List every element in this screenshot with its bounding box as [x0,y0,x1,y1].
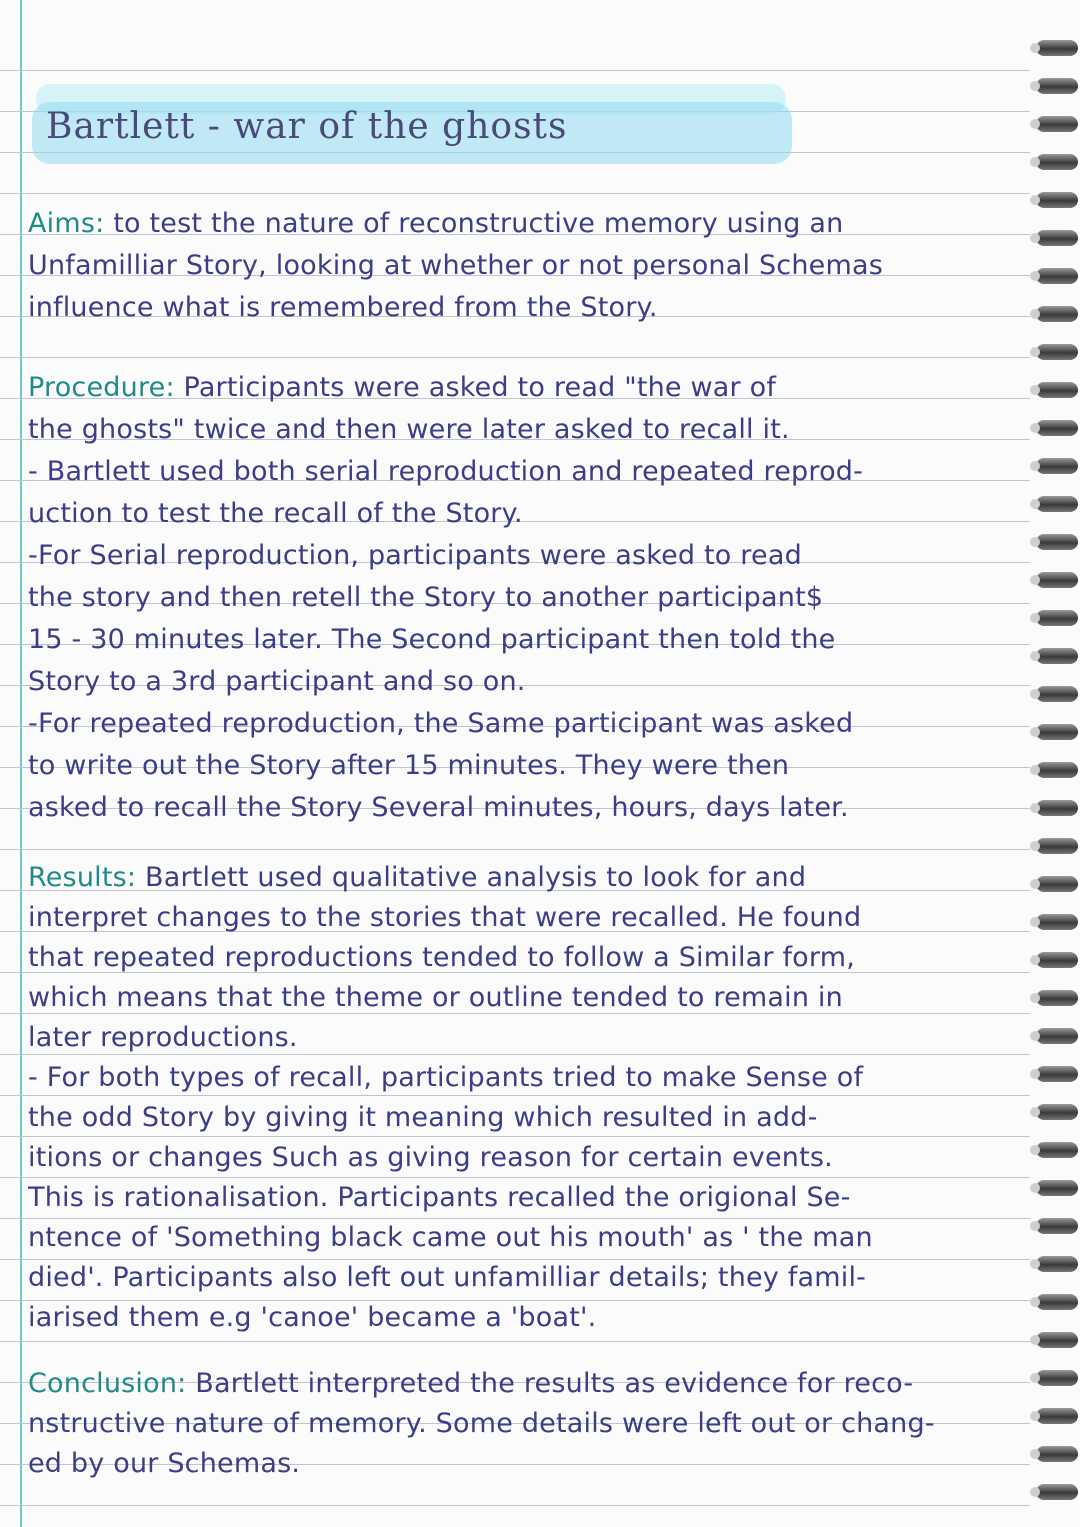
ruled-line [0,849,1030,850]
spiral-ring [1036,154,1078,170]
ruled-line [0,1095,1030,1096]
punch-hole [1030,841,1040,851]
punch-hole [1030,309,1040,319]
procedure-line-6: the story and then retell the Story to another participant$ [28,582,824,613]
punch-hole [1030,537,1040,547]
ruled-line [0,1341,1030,1342]
ruled-line [0,357,1030,358]
aims-line-2: Unfamilliar Story, looking at whether or not personal Schemas [28,250,883,281]
procedure-line-11: asked to recall the Story Several minutes, hours, days later. [28,792,849,823]
punch-hole [1030,1183,1040,1193]
aims-heading: Aims: [28,208,105,239]
punch-hole [1030,461,1040,471]
punch-hole [1030,651,1040,661]
results-line-5: later reproductions. [28,1022,298,1053]
punch-hole [1030,423,1040,433]
spiral-ring [1036,914,1078,930]
punch-hole [1030,1259,1040,1269]
procedure-line-4: uction to test the recall of the Story. [28,498,523,529]
spiral-ring [1036,610,1078,626]
punch-hole [1030,1145,1040,1155]
procedure-line-5: -For Serial reproduction, participants were asked to read [28,540,802,571]
punch-hole [1030,575,1040,585]
spiral-ring [1036,382,1078,398]
procedure-line-1: Procedure: Participants were asked to read "the war of [28,372,777,403]
ruled-line [0,1177,1030,1178]
punch-hole [1030,1487,1040,1497]
spiral-binding [1020,10,1080,1520]
spiral-ring [1036,1484,1078,1500]
spiral-ring [1036,458,1078,474]
spiral-ring [1036,1256,1078,1272]
spiral-ring [1036,1332,1078,1348]
aims-line-3: influence what is remembered from the Story. [28,292,658,323]
spiral-ring [1036,952,1078,968]
punch-hole [1030,993,1040,1003]
procedure-line-9: -For repeated reproduction, the Same participant was asked [28,708,854,739]
punch-hole [1030,1107,1040,1117]
punch-hole [1030,157,1040,167]
spiral-ring [1036,1104,1078,1120]
spiral-ring [1036,1218,1078,1234]
spiral-ring [1036,230,1078,246]
spiral-ring [1036,724,1078,740]
results-line-3: that repeated reproductions tended to follow a Similar form, [28,942,856,973]
conclusion-heading: Conclusion: [28,1368,187,1399]
spiral-ring [1036,306,1078,322]
ruled-line [0,1300,1030,1301]
punch-hole [1030,1297,1040,1307]
results-line-10: ntence of 'Something black came out his mouth' as ' the man [28,1222,873,1253]
punch-hole [1030,271,1040,281]
results-line-7: the odd Story by giving it meaning which resulted in add- [28,1102,818,1133]
results-line-11: died'. Participants also left out unfamilliar details; they famil- [28,1262,867,1293]
ruled-line [0,1505,1030,1506]
results-line-12: iarised them e.g 'canoe' became a 'boat'. [28,1302,597,1333]
results-line-6: - For both types of recall, participants tried to make Sense of [28,1062,864,1093]
spiral-ring [1036,800,1078,816]
spiral-ring [1036,40,1078,56]
ruled-line [0,1259,1030,1260]
punch-hole [1030,1373,1040,1383]
punch-hole [1030,43,1040,53]
spiral-ring [1036,1066,1078,1082]
spiral-ring [1036,876,1078,892]
procedure-line-10: to write out the Story after 15 minutes. They were then [28,750,790,781]
conclusion-line-1: Conclusion: Bartlett interpreted the results as evidence for reco- [28,1368,914,1399]
punch-hole [1030,195,1040,205]
punch-hole [1030,689,1040,699]
punch-hole [1030,1449,1040,1459]
procedure-line-8: Story to a 3rd participant and so on. [28,666,526,697]
spiral-ring [1036,420,1078,436]
spiral-ring [1036,1446,1078,1462]
spiral-ring [1036,1370,1078,1386]
procedure-line-3: - Bartlett used both serial reproduction and repeated reprod- [28,456,864,487]
spiral-ring [1036,648,1078,664]
spiral-ring [1036,1142,1078,1158]
punch-hole [1030,1069,1040,1079]
spiral-ring [1036,990,1078,1006]
spiral-ring [1036,344,1078,360]
spiral-ring [1036,572,1078,588]
punch-hole [1030,119,1040,129]
spiral-ring [1036,838,1078,854]
punch-hole [1030,613,1040,623]
aims-line-1: Aims: to test the nature of reconstructive memory using an [28,208,844,239]
results-heading: Results: [28,862,137,893]
punch-hole [1030,1335,1040,1345]
conclusion-line-2: nstructive nature of memory. Some details were left out or chang- [28,1408,935,1439]
spiral-ring [1036,686,1078,702]
punch-hole [1030,879,1040,889]
spiral-ring [1036,1408,1078,1424]
results-line-1: Results: Bartlett used qualitative analysis to look for and [28,862,807,893]
punch-hole [1030,765,1040,775]
punch-hole [1030,955,1040,965]
spiral-ring [1036,1028,1078,1044]
ruled-line [0,1054,1030,1055]
spiral-ring [1036,1294,1078,1310]
results-line-4: which means that the theme or outline tended to remain in [28,982,843,1013]
results-line-8: itions or changes Such as giving reason for certain events. [28,1142,833,1173]
punch-hole [1030,385,1040,395]
punch-hole [1030,1411,1040,1421]
ruled-line [0,70,1030,71]
spiral-ring [1036,1180,1078,1196]
ruled-line [0,1136,1030,1137]
punch-hole [1030,499,1040,509]
conclusion-line-3: ed by our Schemas. [28,1448,301,1479]
punch-hole [1030,727,1040,737]
ruled-line [0,1218,1030,1219]
results-line-2: interpret changes to the stories that were recalled. He found [28,902,862,933]
punch-hole [1030,81,1040,91]
spiral-ring [1036,78,1078,94]
ruled-line [0,193,1030,194]
punch-hole [1030,803,1040,813]
spiral-ring [1036,116,1078,132]
spiral-ring [1036,268,1078,284]
spiral-ring [1036,192,1078,208]
punch-hole [1030,347,1040,357]
procedure-line-2: the ghosts" twice and then were later asked to recall it. [28,414,790,445]
procedure-line-7: 15 - 30 minutes later. The Second participant then told the [28,624,836,655]
punch-hole [1030,233,1040,243]
procedure-heading: Procedure: [28,372,175,403]
results-line-9: This is rationalisation. Participants recalled the origional Se- [28,1182,851,1213]
punch-hole [1030,1031,1040,1041]
page-title: Bartlett - war of the ghosts [46,106,568,147]
ruled-line [0,1013,1030,1014]
margin-line [20,0,22,1527]
spiral-ring [1036,496,1078,512]
spiral-ring [1036,762,1078,778]
punch-hole [1030,1221,1040,1231]
punch-hole [1030,917,1040,927]
spiral-ring [1036,534,1078,550]
